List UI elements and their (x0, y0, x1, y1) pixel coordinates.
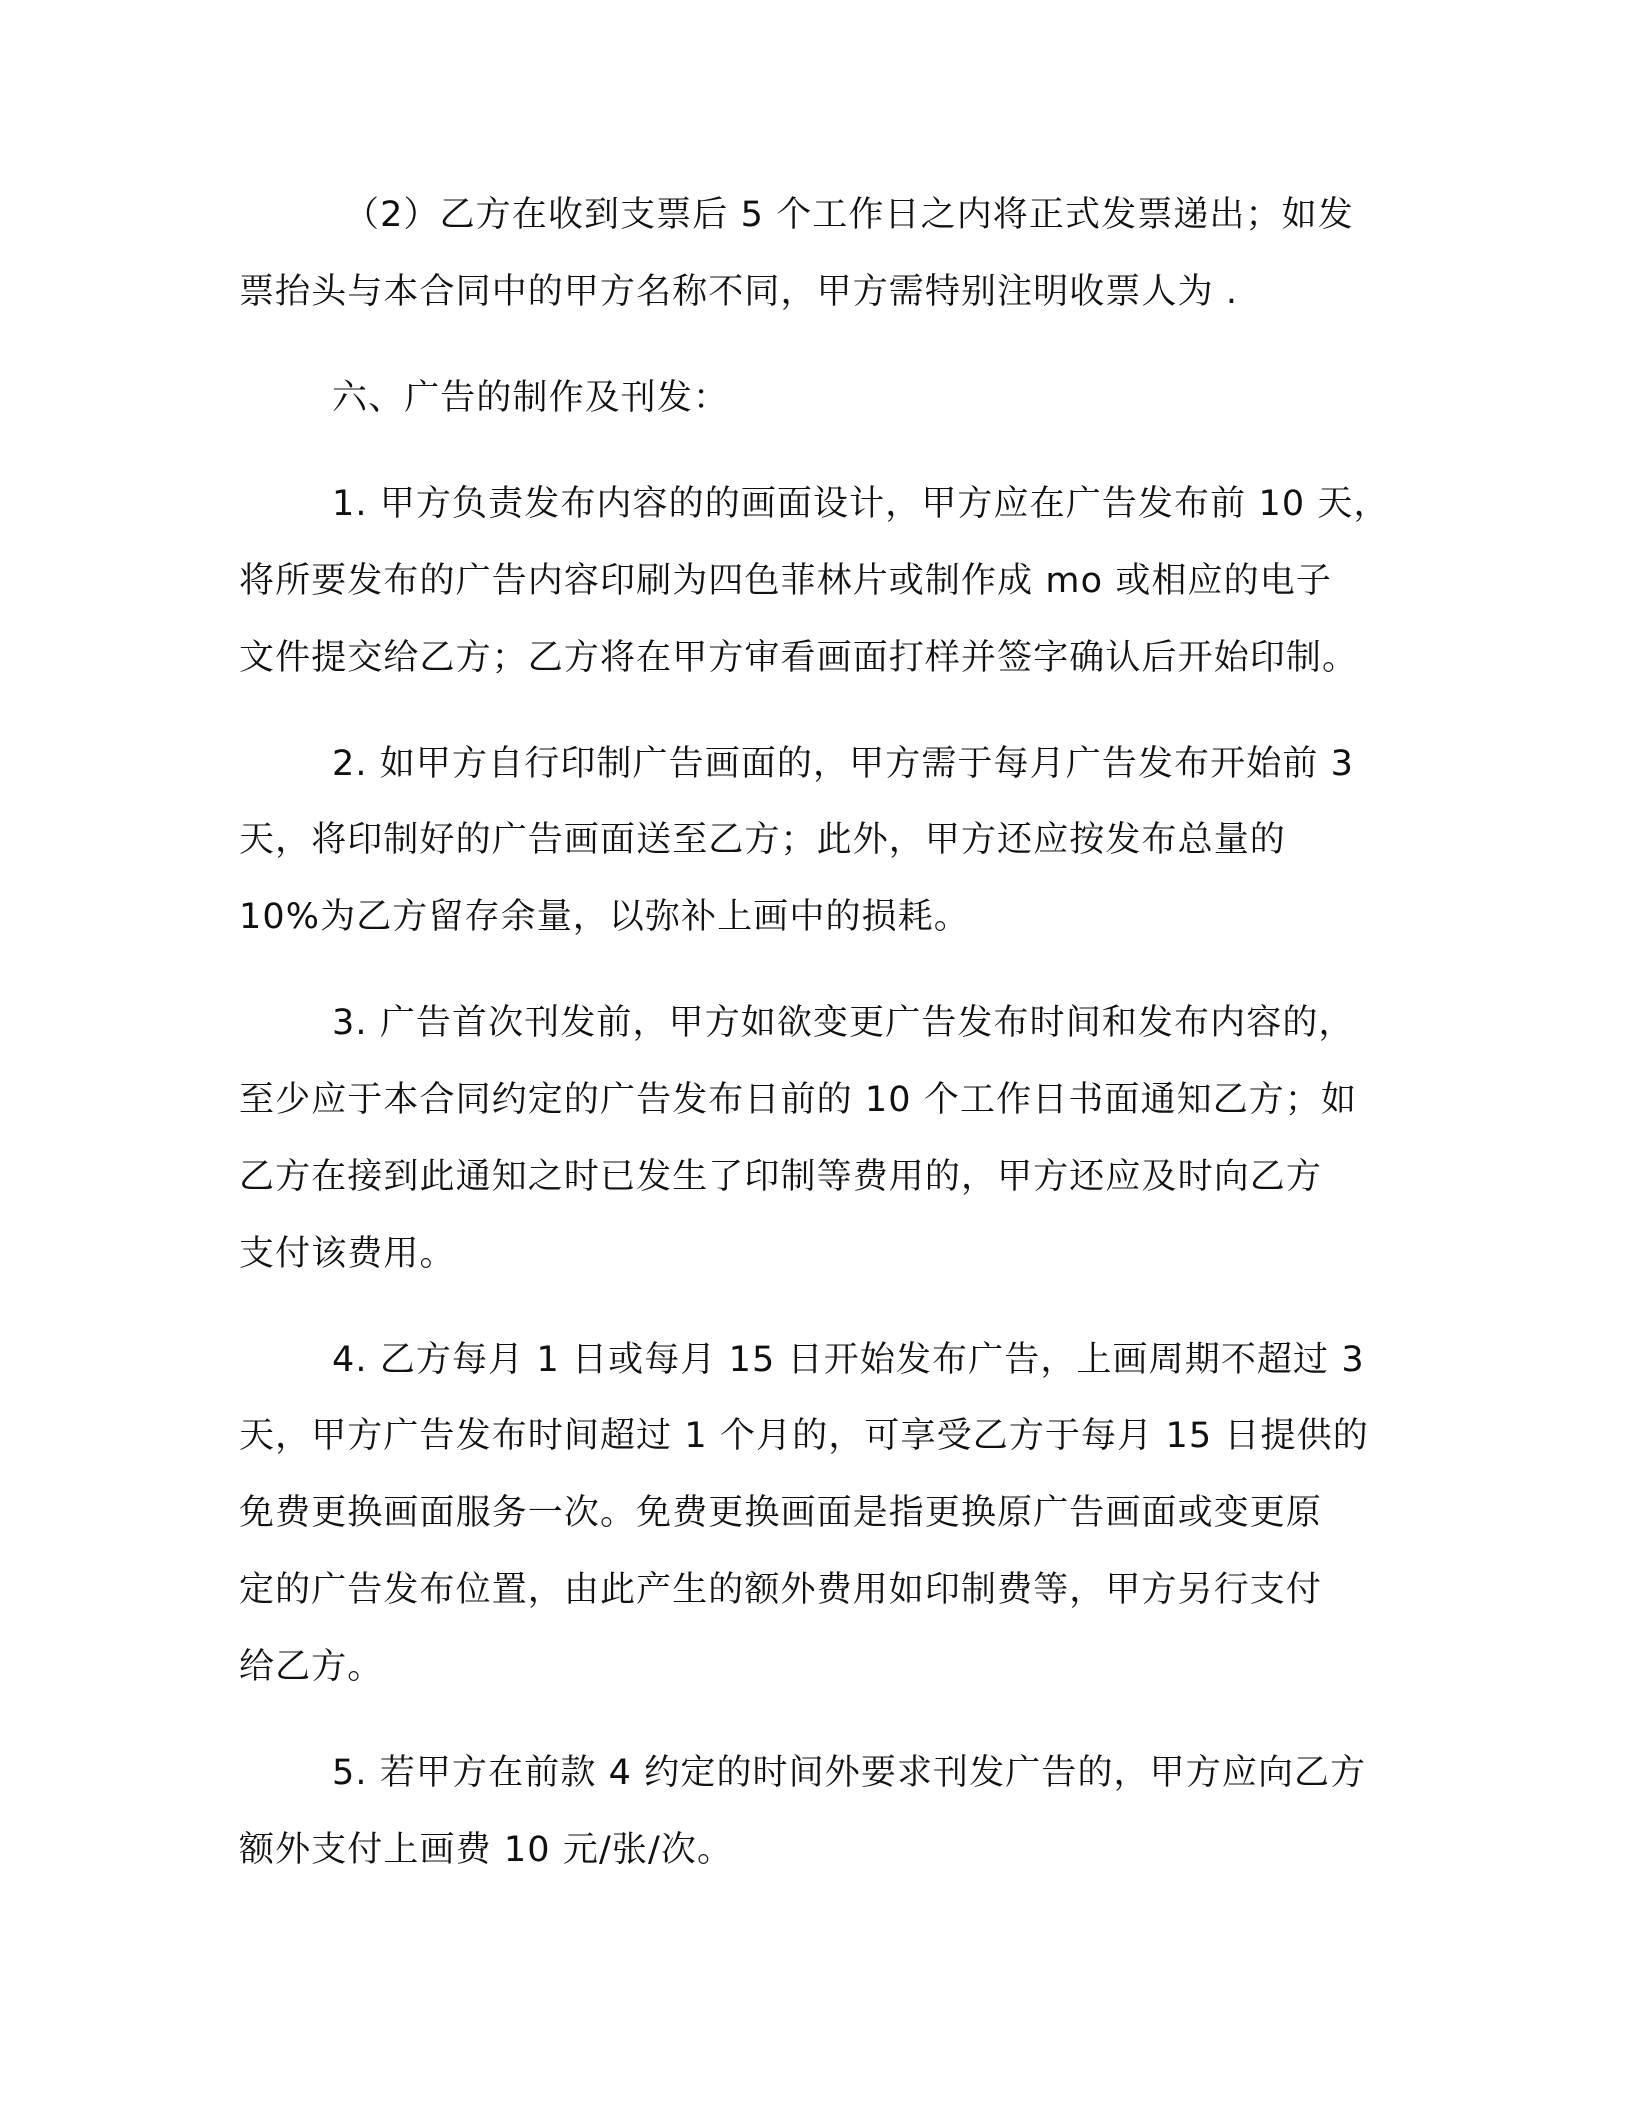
item-2-line-2: 天，将印制好的广告画面送至乙方；此外，甲方还应按发布总量的 (239, 820, 1286, 860)
paragraph-2-line-1: （2）乙方在收到支票后 5 个工作日之内将正式发票递出；如发 (344, 195, 1354, 235)
section-six-heading: 六、广告的制作及刊发： (332, 378, 730, 418)
item-2-line-1: 2. 如甲方自行印制广告画面的，甲方需于每月广告发布开始前 3 (332, 744, 1355, 784)
item-1-line-1: 1. 甲方负责发布内容的的画面设计，甲方应在广告发布前 10 天， (332, 484, 1390, 524)
item-3-line-4: 支付该费用。 (239, 1234, 456, 1274)
item-4-line-1: 4. 乙方每月 1 日或每月 15 日开始发布广告，上画周期不超过 3 (332, 1340, 1365, 1380)
item-4-line-2: 天，甲方广告发布时间超过 1 个月的，可享受乙方于每月 15 日提供的 (239, 1416, 1369, 1456)
item-2-line-3: 10%为乙方留存余量，以弥补上画中的损耗。 (239, 897, 970, 937)
item-4-line-5: 给乙方。 (239, 1647, 384, 1687)
item-1-line-2: 将所要发布的广告内容印刷为四色菲林片或制作成 mo 或相应的电子 (239, 561, 1332, 601)
item-3-line-2: 至少应于本合同约定的广告发布日前的 10 个工作日书面通知乙方；如 (239, 1080, 1358, 1120)
item-3-line-3: 乙方在接到此通知之时已发生了印制等费用的，甲方还应及时向乙方 (239, 1157, 1323, 1197)
item-5-line-1: 5. 若甲方在前款 4 约定的时间外要求刊发广告的，甲方应向乙方 (332, 1753, 1367, 1793)
item-5-line-2: 额外支付上画费 10 元/张/次。 (239, 1830, 734, 1870)
item-4-line-4: 定的广告发布位置，由此产生的额外费用如印制费等，甲方另行支付 (239, 1570, 1323, 1610)
item-1-line-3: 文件提交给乙方；乙方将在甲方审看画面打样并签字确认后开始印制。 (239, 638, 1359, 678)
item-3-line-1: 3. 广告首次刊发前，甲方如欲变更广告发布时间和发布内容的， (332, 1003, 1355, 1043)
item-4-line-3: 免费更换画面服务一次。免费更换画面是指更换原广告画面或变更原 (239, 1493, 1323, 1533)
paragraph-2-line-2: 票抬头与本合同中的甲方名称不同，甲方需特别注明收票人为 . (239, 272, 1239, 312)
